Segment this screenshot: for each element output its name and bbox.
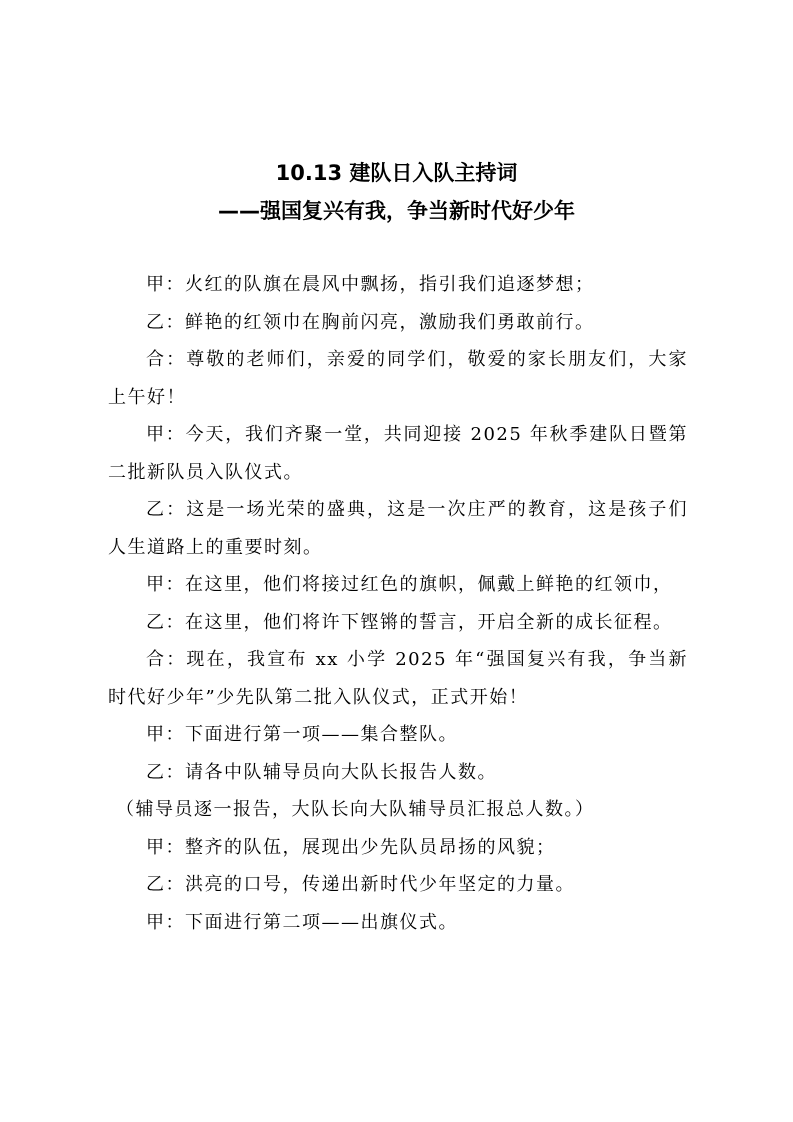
paragraph: 合：尊敬的老师们，亲爱的同学们，敬爱的家长朋友们，大家上午好！ — [108, 349, 688, 408]
paragraph: 甲：整齐的队伍，展现出少先队员昂扬的风貌； — [146, 836, 556, 858]
paragraph: 甲：下面进行第二项——出旗仪式。 — [146, 911, 458, 933]
paragraph: 甲：火红的队旗在晨风中飘扬，指引我们追逐梦想； — [146, 274, 595, 295]
paragraph: 甲：在这里，他们将接过红色的旗帜，佩戴上鲜艳的红领巾， — [146, 574, 673, 595]
paragraph: 乙：这是一场光荣的盛典，这是一次庄严的教育，这是孩子们人生道路上的重要时刻。 — [108, 499, 688, 558]
paragraph: 乙：洪亮的口号，传递出新时代少年坚定的力量。 — [146, 874, 575, 895]
document-title: 10.13 建队日入队主持词 — [275, 161, 518, 185]
paragraph: 乙：请各中队辅导员向大队长报告人数。 — [146, 761, 497, 783]
title-block — [0, 154, 793, 230]
paragraph: 甲：下面进行第一项——集合整队。 — [146, 724, 458, 745]
paragraph: 乙：在这里，他们将许下铿锵的誓言，开启全新的成长征程。 — [146, 611, 673, 633]
document-subtitle: ——强国复兴有我，争当新时代好少年 — [218, 199, 575, 223]
paragraph: 乙：鲜艳的红领巾在胸前闪亮，激励我们勇敢前行。 — [146, 311, 595, 333]
stage-direction: （辅导员逐一报告，大队长向大队辅导员汇报总人数。） — [116, 799, 595, 820]
document-body — [108, 266, 688, 941]
paragraph: 合：现在，我宣布 xx 小学 2025 年“强国复兴有我，争当新时代好少年”少先队第二批入队仪式，正式开始！ — [108, 649, 688, 708]
paragraph: 甲：今天，我们齐聚一堂，共同迎接 2025 年秋季建队日暨第二批新队员入队仪式。 — [108, 424, 688, 483]
